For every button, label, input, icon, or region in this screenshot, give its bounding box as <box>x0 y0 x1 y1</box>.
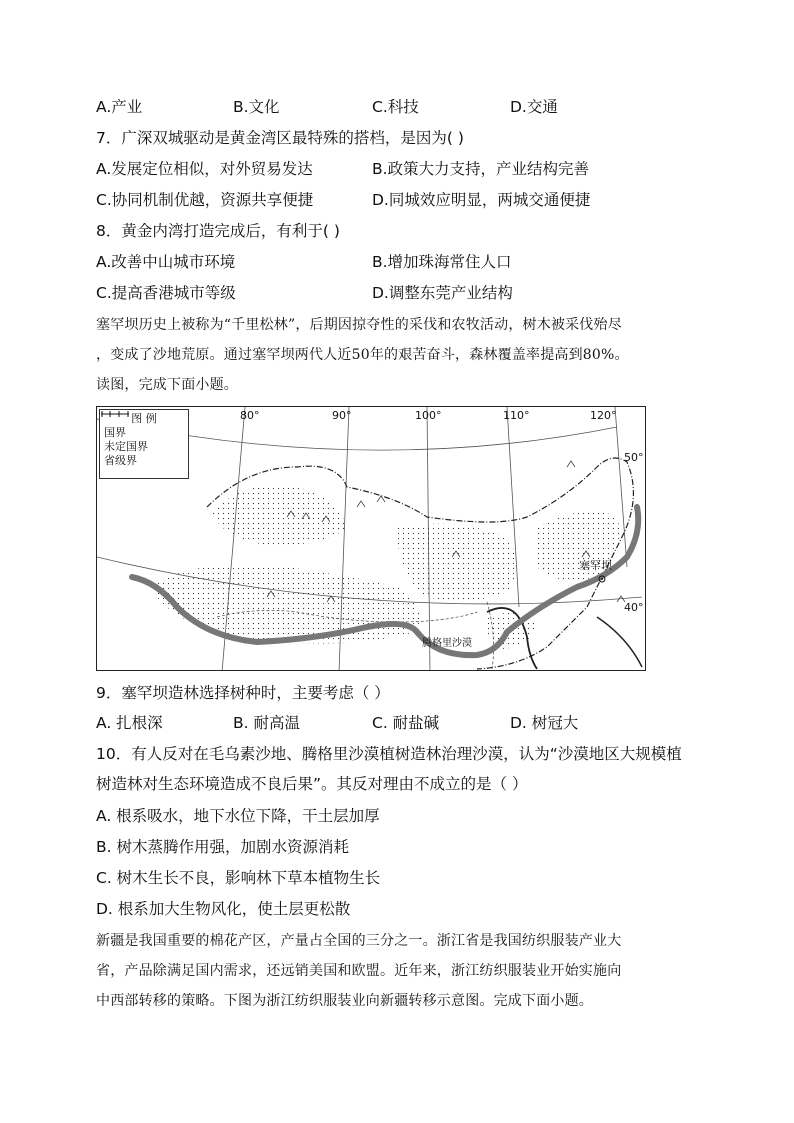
map-legend <box>99 409 189 479</box>
passage2-line-2: 省，产品除满足国内需求，还远销美国和欧盟。近年来，浙江纺织服装业开始实施向 <box>96 963 622 979</box>
place-label-tengger-desert: 腾格里沙漠 <box>422 638 472 649</box>
q9-option-a: A. 扎根深 <box>96 714 163 732</box>
desert-area-junggar <box>212 485 347 545</box>
legend-label-national-border: 国界 <box>104 426 126 439</box>
q7-option-c: C.协同机制优越，资源共享便捷 <box>96 191 314 209</box>
passage1-line-1: 塞罕坝历史上被称为“千里松林”，后期因掠夺性的采伐和农牧活动，树木被采伐殆尽 <box>96 317 622 333</box>
q10-option-d: D. 根系加大生物风化，使土层更松散 <box>96 900 351 918</box>
q9-stem: 9．塞罕坝造林选择树种时，主要考虑（ ） <box>96 684 390 702</box>
q6-option-c: C.科技 <box>372 98 419 116</box>
legend-label-province-border: 省级界 <box>104 454 137 467</box>
passage1-line-3: 读图，完成下面小题。 <box>96 377 238 393</box>
q9-option-c: C. 耐盐碱 <box>372 714 440 732</box>
legend-row-province-border <box>104 454 188 467</box>
q7-option-d: D.同城效应明显，两城交通便捷 <box>372 191 591 209</box>
q9-option-d: D. 树冠大 <box>510 714 579 732</box>
legend-row-undetermined-border <box>104 440 188 453</box>
longitude-label-80: 80° <box>240 409 260 422</box>
q9-option-b: B. 耐高温 <box>233 714 300 732</box>
longitude-label-90: 90° <box>332 409 352 422</box>
q10-option-b: B. 树木蒸腾作用强，加剧水资源消耗 <box>96 838 349 856</box>
q7-stem: 7．广深双城驱动是黄金湾区最特殊的搭档，是因为( ) <box>96 129 464 147</box>
q10-stem-line-2: 树造林对生态环境造成不良后果”。其反对理由不成立的是（ ） <box>96 775 528 793</box>
latitude-label-50: 50° <box>624 451 644 464</box>
longitude-label-120: 120° <box>590 409 617 422</box>
latitude-label-40: 40° <box>624 601 644 614</box>
q8-stem: 8．黄金内湾打造完成后，有利于( ) <box>96 222 340 240</box>
longitude-label-110: 110° <box>503 409 530 422</box>
q6-option-d: D.交通 <box>510 98 558 116</box>
passage2-line-3: 中西部转移的策略。下图为浙江纺织服装业向新疆转移示意图。完成下面小题。 <box>96 993 593 1009</box>
q10-option-c: C. 树木生长不良，影响林下草本植物生长 <box>96 869 381 887</box>
china-north-map <box>96 406 646 671</box>
longitude-label-100: 100° <box>415 409 442 422</box>
legend-label-undetermined-border: 未定国界 <box>104 440 148 453</box>
legend-title: 图 例 <box>131 412 157 425</box>
q7-option-a: A.发展定位相似，对外贸易发达 <box>96 160 313 178</box>
passage2-line-1: 新疆是我国重要的棉花产区，产量占全国的三分之一。浙江省是我国纺织服装产业大 <box>96 933 622 949</box>
q8-option-a: A.改善中山城市环境 <box>96 253 236 271</box>
river-east <box>597 617 642 667</box>
q10-stem-line-1: 10．有人反对在毛乌素沙地、腾格里沙漠植树造林治理沙漠，认为“沙漠地区大规模植 <box>96 745 682 763</box>
desert-area-west <box>157 564 420 643</box>
q6-option-a: A.产业 <box>96 98 143 116</box>
legend-row-national-border <box>104 426 188 439</box>
q7-option-b: B.政策大力支持，产业结构完善 <box>372 160 590 178</box>
q6-option-b: B.文化 <box>233 98 280 116</box>
place-label-saihanba: 塞罕坝 <box>579 559 612 572</box>
desert-area-gobi <box>397 524 517 601</box>
q8-option-c: C.提高香港城市等级 <box>96 284 236 302</box>
province-border-symbol-icon <box>100 410 130 418</box>
q10-option-a: A. 根系吸水，地下水位下降，干土层加厚 <box>96 807 380 825</box>
passage1-line-2: ，变成了沙地荒原。通过塞罕坝两代人近50年的艰苦奋斗，森林覆盖率提高到80%。 <box>96 347 629 363</box>
q8-option-d: D.调整东莞产业结构 <box>372 284 513 302</box>
q8-option-b: B.增加珠海常住人口 <box>372 253 512 271</box>
